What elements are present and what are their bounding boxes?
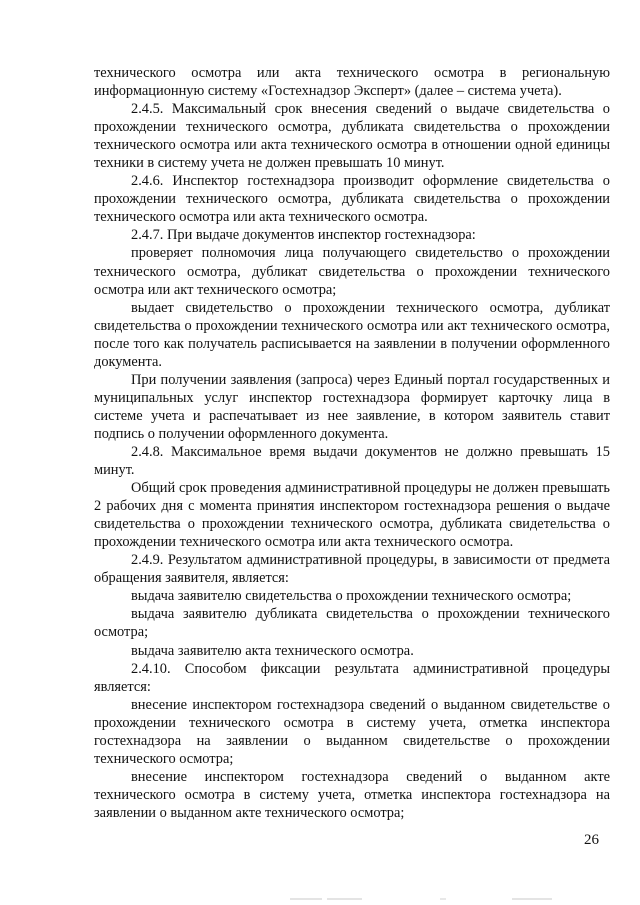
paragraph-2-4-5: 2.4.5. Максимальный срок внесения сведений о выдаче свидетельства о прохождении технического осмотра, дубликата свидетельства о прохождении технического осмотра или акта технического осмотра в отношении одной единицы техники в систему учета не должен превышать 10 минут. bbox=[94, 101, 610, 172]
paragraph-result-certificate: выдача заявителю свидетельства о прохождении технического осмотра; bbox=[131, 588, 572, 605]
paragraph-2-4-6: 2.4.6. Инспектор гостехнадзора производит оформление свидетельства о прохождении технического осмотра, дубликата свидетельства о прохождении технического осмотра или акта технического осмотра. bbox=[94, 173, 610, 226]
paragraph-portal-request: При получении заявления (запроса) через Единый портал государственных и муниципальных услуг инспектор гостехнадзора формирует карточку лица в системе учета и распечатывает из нее заявление, в котором заявитель ставит подпись о получении оформленного документа. bbox=[94, 371, 610, 442]
paragraph-2-4-8: 2.4.8. Максимальное время выдачи документов не должно превышать 15 минут. bbox=[94, 443, 610, 479]
page-number: 26 bbox=[584, 832, 599, 848]
paragraph-record-certificate: внесение инспектором гостехнадзора сведений о выданном свидетельстве о прохождении технического осмотра в систему учета, отметка инспектора гостехнадзора на заявлении о выданном свидетельстве о прохождении технического осмотра; bbox=[94, 696, 610, 767]
paragraph-total-duration: Общий срок проведения административной процедуры не должен превышать 2 рабочих дня с момента принятия инспектором гостехнадзора решения о выдаче свидетельства о прохождении технического осмотра, дубликата свидетельства о прохождении технического осмотра или акта технического осмотра. bbox=[94, 480, 610, 551]
paragraph-continuation: технического осмотра или акта технического осмотра в региональную информационную систему «Гостехнадзор Эксперт» (далее – система учета). bbox=[94, 65, 610, 100]
paragraph-2-4-10: 2.4.10. Способом фиксации результата административной процедуры является: bbox=[94, 660, 610, 695]
paragraph-2-4-9: 2.4.9. Результатом административной процедуры, в зависимости от предмета обращения заявителя, является: bbox=[94, 552, 610, 587]
paragraph-2-4-7: 2.4.7. При выдаче документов инспектор гостехнадзора: bbox=[131, 227, 476, 244]
document-body bbox=[94, 64, 610, 822]
paragraph-record-act: внесение инспектором гостехнадзора сведений о выданном акте технического осмотра в систему учета, отметка инспектора гостехнадзора на заявлении о выданном акте технического осмотра; bbox=[94, 768, 610, 821]
paragraph-result-act: выдача заявителю акта технического осмотра. bbox=[131, 642, 414, 659]
paragraph-issue-certificate: выдает свидетельство о прохождении технического осмотра, дубликат свидетельства о прохождении технического осмотра или акт технического осмотра, после того как получатель расписывается на заявлении в получении оформленного документа. bbox=[94, 299, 610, 370]
paragraph-check-authority: проверяет полномочия лица получающего свидетельство о прохождении технического осмотра, дубликат свидетельства о прохождении технического осмотра или акт технического осмотра; bbox=[94, 245, 610, 298]
scan-artifact-marks bbox=[0, 896, 640, 902]
paragraph-result-duplicate: выдача заявителю дубликата свидетельства о прохождении технического осмотра; bbox=[94, 606, 610, 641]
